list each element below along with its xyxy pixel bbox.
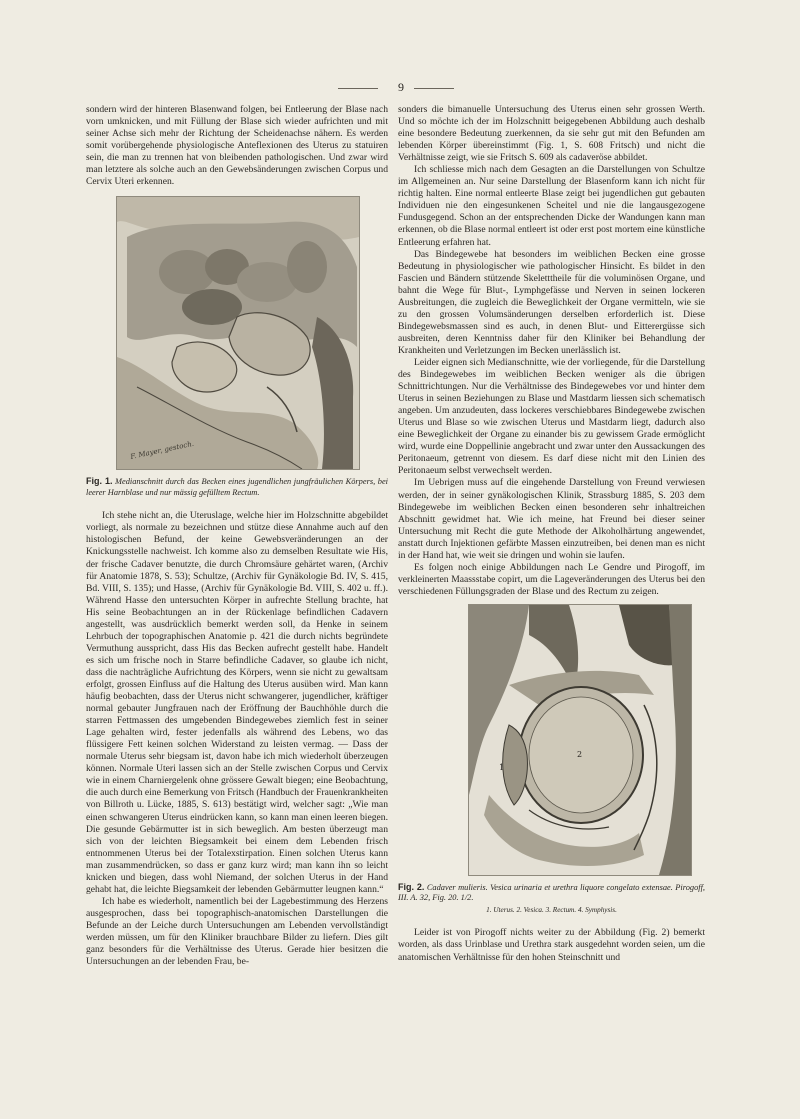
right-paragraph-3: Das Bindegewebe hat besonders im weiblichen Becken eine grosse Bedeutung in physiologischer wie pathologischer Hinsicht. Es bildet in den Fascien und Bändern stützende Skeletttheile für die voluminösen Organe, und bahnt die Wege für Blut-, Lymphgefässe und Nerven in seinen lockeren Ausbreitungen, die zugleich die Beweglichkeit der Organe vermitteln, wie sie zu den grossen Volumsänderungen derselben erforderlich ist. Diese Bindegewebsmassen sind es auch, in denen Blut- und Eitterergüsse sich ausbreiten, deren Kenntniss daher für den Kliniker bei Behandlung der Krankheiten und Verletzungen im Becken unerlässlich ist. — [398, 248, 705, 356]
header-rule-left — [338, 88, 378, 89]
page-number: 9 — [398, 80, 404, 94]
figure-2-caption — [398, 882, 705, 916]
figure-2-label: Fig. 2. — [398, 881, 425, 892]
figure-2-caption-text: Cadaver mulieris. Vesica urinaria et urethra liquore congelato extensae. Pirogoff, III. A. 32, Fig. 20. 1/2. — [398, 882, 705, 903]
figure-1 — [86, 196, 388, 498]
figure-1-caption-text: Medianschnitt durch das Becken eines jugendlichen jungfräulichen Körpers, bei leerer Harnblase und nur mässig gefülltem Rectum. — [86, 477, 388, 497]
header-rule-right — [414, 88, 454, 89]
figure-2-illustration — [469, 605, 691, 875]
figure-1-caption — [86, 476, 388, 498]
right-paragraph-4: Leider eignen sich Medianschnitte, wie der vorliegende, für die Darstellung des Bindegewebes im weiblichen Becken weniger als die übrigen Schnittrichtungen. Nur die Verhältnisse des Bindegewebes vor und hinter dem Uterus in seinen Beziehungen zu Blase und Mastdarm liessen sich schematisch angeben. Um anzudeuten, dass lockeres verschiebbares Bindegewebe zwischen Uterus und Blase so wie zwischen Uterus und Mastdarm liegt, dadurch also eine Beweglichkeit der Organe zu einander bis zu gewissem Grade ermöglicht wird, wurde eine Doppellinie angebracht und zwar unter den Aussackungen des Peritonaeum, getrennt von diesem. Es darf diese nicht mit den Linien des Peritonaeum selbst verwechselt werden. — [398, 356, 705, 477]
left-column — [86, 104, 388, 968]
right-paragraph-6: Es folgen noch einige Abbildungen nach Le Gendre und Pirogoff, im verkleinerten Maassstabe copirt, um die Lageveränderungen des Uterus bei den verschiedenen Füllungsgraden der Blase und des Rectum zu zeigen. — [398, 561, 705, 597]
figure-2-engraving — [468, 604, 692, 876]
right-paragraph-7: Leider ist von Pirogoff nichts weiter zu der Abbildung (Fig. 2) bemerkt worden, als dass Urinblase und Urethra stark ausgedehnt worden seien, um die anatomischen Verhältnisse für den hohen Steinschnitt und — [398, 927, 705, 963]
figure-2 — [398, 604, 705, 916]
figure-2-number-2: 2 — [577, 749, 583, 759]
left-paragraph-3: Ich habe es wiederholt, namentlich bei der Lagebestimmung des Herzens ausgesprochen, dass bei topographisch-anatomischen Darstellungen die Befunde an der Leiche durch Untersuchungen am Lebenden vervollständigt werden müssen, um für den Kliniker brauchbare Bilder zu liefern. Dies gilt ganz besonders für die Verhältnisse des Uterus. Gerade hier besitzen die Untersuchungen an der lebenden Frau, be- — [86, 895, 388, 968]
figure-1-illustration — [117, 197, 359, 469]
figure-1-signature: F. Mayer, gestoch. — [129, 440, 195, 462]
figure-1-label: Fig. 1. — [86, 476, 113, 487]
figure-1-engraving — [116, 196, 360, 470]
right-paragraph-1: sonders die bimanuelle Untersuchung des Uterus einen sehr grossen Werth. Und so möchte ich der im Holzschnitt beigegebenen Abbildung auch deshalb eine besondere Bedeutung zuerkennen, da sie sehr gut mit den Befunden am lebenden Körper übereinstimmt (Fig. 1, S. 608 Fritsch) und nicht die Verhältnisse zeigt, wie sie Fritsch S. 609 als cadaveröse abbildet. — [398, 104, 705, 164]
figure-2-number-1: 1 — [499, 762, 505, 772]
left-paragraph-1: sondern wird der hinteren Blasenwand folgen, bei Entleerung der Blase nach vorn umknicken, und mit Füllung der Blase sich wieder aufrichten und mit seiner Achse sich mehr der Richtung der Scheidenachse nähern. Es werden somit vorübergehende physiologische Anteflexionen des Uterus zu statuiren sein, die man zu trennen hat von bleibenden pathologischen. Und zwar wird man letztere als solche auch an den Gewebsänderungen zwischen Corpus und Cervix Uteri erkennen. — [86, 104, 388, 188]
left-paragraph-2: Ich stehe nicht an, die Uteruslage, welche hier im Holzschnitte abgebildet vorliegt, als normale zu bezeichnen und stütze diese Annahme auch auf den histologischen Befund, der keine Gewebsveränderungen an der Knickungsstelle nachweist. Ich komme also zu demselben Resultate wie His, der frische Cadaver benutzte, die durch Chromsäure gehärtet waren, (Archiv für Anatomie 1878, S. 53); Schultze, (Archiv für Gynäkologie Bd. IV, S. 415, Bd. VIII, S. 135); und Hasse, (Archiv für Gynäkologie Bd. VIII, S. 402 u. ff.). Während Hasse den untersuchten Körper in aufrechte Stellung brachte, hat His seine Beobachtungen an in der Rückenlage befindlichen Cadavern angestellt, was ausdrücklich bemerkt werden soll, da Henke in seinem Lehrbuch der topographischen Anatomie p. 421 die durch nichts begründete Vermuthung ausspricht, dass His das Becken aufrecht gestellt habe. Handelt es sich um frische noch in Starre befindliche Cadaver, so glaube ich nicht, dass die nachträgliche Aufrichtung des Körpers, wenn sie nicht zu gewaltsam erfolgt, grossen Einfluss auf die Haltung des Uterus ausüben wird. Man kann häufig beobachten, dass der Uterus nicht schwangerer, jugendlicher, kräftiger normal gebauter Jungfrauen nach der Eröffnung der Bauchhöhle durch die starren Fettmassen des umgebenden Bindegewebes ziemlich fest in seiner Lage gehalten wird, fester jedenfalls als während des Lebens, wo das flüssigere Fett keinen solchen Widerstand zu leisten vermag. — Dass der normale Uterus sehr biegsam ist, davon habe ich mich wiederholt überzeugen können. Normale Uteri lassen sich an der Stelle zwischen Corpus und Cervix wie in einem Charniergelenk ohne grössere Gewalt biegen; eine Beobachtung, die auch durch eine Bemerkung von Fritsch (Handbuch der Frauenkrankheiten von Billroth u. Lücke, 1885, S. 613) bestätigt wird, welcher sagt: „Wie man einen schwangeren Uterus eindrücken kann, so kann man einen leeren biegen. Die gesunde Gebärmutter ist in sich beweglich. Am besten überzeugt man sich von der leichten Biegsamkeit bei einem dem Lebenden frisch entnommenen Uterus bei der Totalexstirpation. Einen solchen Uterus kann man zusammendrücken, so dass er ganz kurz wird; man kann ihn so leicht knicken und biegen, dass wohl Niemand, der solchen Uterus in der Hand gehabt hat, die leichte Biegsamkeit der lebenden Gebärmutter leugnen kann.“ — [86, 510, 388, 895]
right-column — [398, 104, 705, 964]
right-paragraph-5: Im Uebrigen muss auf die eingehende Darstellung von Freund verwiesen werden, der in seiner gynäkologischen Klinik, Strassburg 1885, S. 203 dem Bindegewebe im weiblichen Becken einen besonderen sehr inhaltreichen Abschnitt gewidmet hat. Wie ich meine, hat Freund bei dieser seiner Untersuchung mit Recht die gute Methode der Alkoholhärtung angewendet, anstatt durch Injektionen gefärbte Massen einzutreiben, bei denen man es nicht in der Hand hat, wie weit sie dringen und wohin sie laufen. — [398, 477, 705, 561]
right-paragraph-2: Ich schliesse mich nach dem Gesagten an die Darstellungen von Schultze im Allgemeinen an. Nur seine Darstellung der Blasenform kann ich nicht für richtig halten. Eine normal entleerte Blase zeigt bei jugendlichen gut gebauten Individuen nie den eingesunkenen Scheitel und nie die langausgezogene Fundusgegend. Schon an der entsprechenden Dicke der Wandungen kann man erkennen, ob die Blase normal entleert ist oder erst post mortem eine künstliche Entleerung erfahren hat. — [398, 164, 705, 248]
figure-2-legend: 1. Uterus. 2. Vesica. 3. Rectum. 4. Symphysis. — [486, 905, 617, 914]
